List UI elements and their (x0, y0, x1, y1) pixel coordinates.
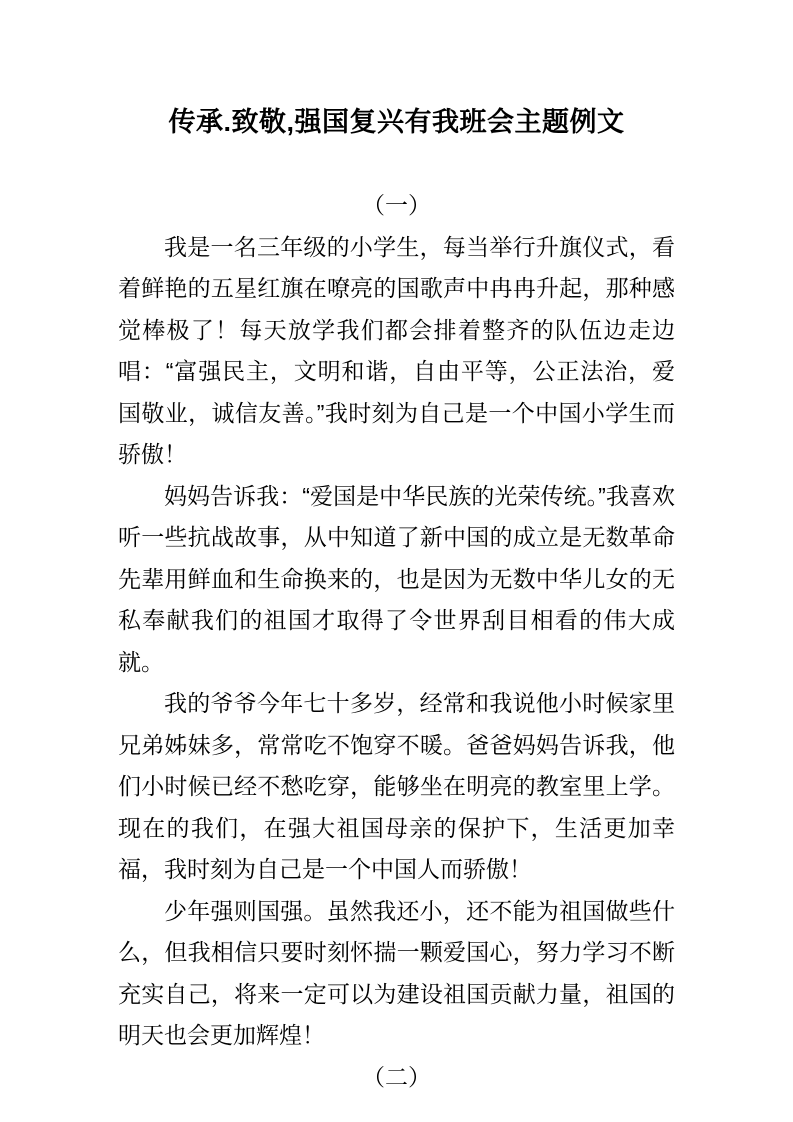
section-marker-one: （一） (362, 192, 431, 218)
paragraph-3: 我的爷爷今年七十多岁，经常和我说他小时候家里兄弟姊妹多，常常吃不饱穿不暖。爸爸妈妈告诉我，他们小时候已经不愁吃穿，能够坐在明亮的教室里上学。现在的我们，在强大祖国母亲的保护下，生活更加幸福，我时刻为自己是一个中国人而骄傲！ (118, 690, 675, 882)
paragraph-1: 我是一名三年级的小学生，每当举行升旗仪式，看着鲜艳的五星红旗在嘹亮的国歌声中冉冉升起，那种感觉棒极了！每天放学我们都会排着整齐的队伍边走边唱：“富强民主，文明和谐，自由平等，公正法治，爱国敬业，诚信友善。”我时刻为自己是一个中国小学生而骄傲！ (118, 233, 675, 467)
paragraph-4: 少年强则国强。虽然我还小，还不能为祖国做些什么，但我相信只要时刻怀揣一颗爱国心，努力学习不断充实自己，将来一定可以为建设祖国贡献力量，祖国的明天也会更加辉煌！ (118, 897, 675, 1048)
paragraph-2: 妈妈告诉我：“爱国是中华民族的光荣传统。”我喜欢听一些抗战故事，从中知道了新中国的成立是无数革命先辈用鲜血和生命换来的，也是因为无数中华儿女的无私奉献我们的祖国才取得了令世界刮目相看的伟大成就。 (118, 482, 675, 675)
document-title: 传承.致敬,强国复兴有我班会主题例文 (168, 107, 625, 137)
document-body (118, 185, 675, 1098)
section-marker-two: （二） (362, 1063, 431, 1090)
